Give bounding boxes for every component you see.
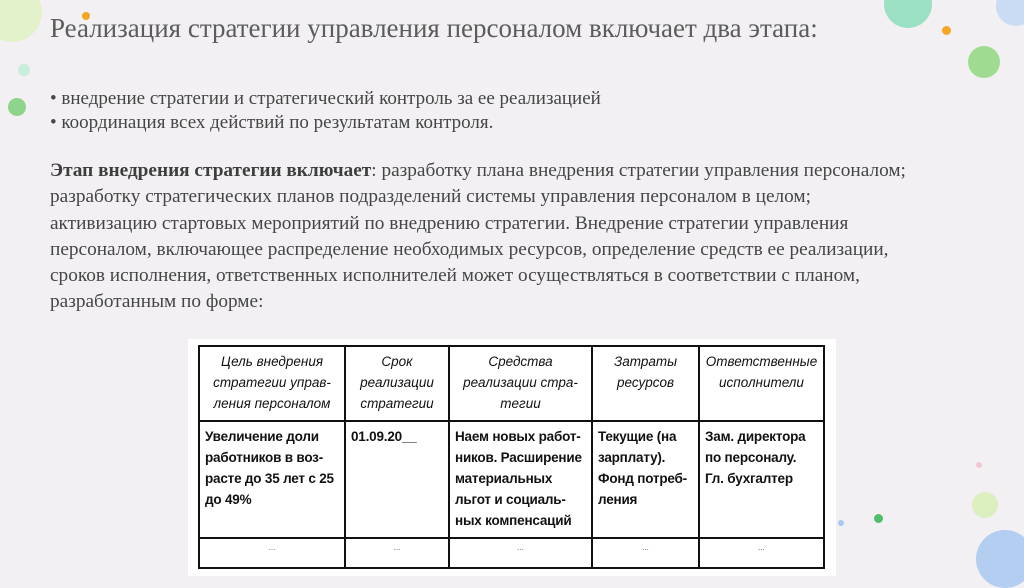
decor-dot-yellowgreen-topleft [0, 0, 42, 42]
decor-dot-green-left [8, 98, 26, 116]
plan-form-table [198, 345, 825, 569]
slide-title: Реализация стратегии управления персоналом включает два этапа: [50, 13, 818, 43]
table-cell: 01.09.20__ [345, 421, 449, 538]
decor-dot-blue-bottomright [976, 530, 1024, 588]
decor-dot-mint-topright [884, 0, 932, 28]
decor-dot-mint-left [18, 64, 30, 76]
header-cell-responsible: Ответственные исполнители [699, 346, 824, 421]
bullet-item: • внедрение стратегии и стратегический контроль за ее реализацией [50, 88, 601, 109]
header-cell-goal: Цель внедрения стратегии управ-ления персоналом [199, 346, 345, 421]
paragraph-text: : разработку плана внедрения стратегии управления персоналом; разработку стратегических планов подразделений системы управления персоналом в целом; активизацию стартовых мероприятий по внедрению стратегии. Внедрение стратегии управления персоналом, включающее распределение необходимых ресурсов, определение средств ее реализации, сроков исполнения, ответственных исполнителей может осуществляться в соответствии с планом, разработанным по форме: [50, 160, 906, 313]
body-paragraph [50, 158, 920, 316]
decor-dot-blue-small-bottomright [838, 520, 844, 526]
table-cell-empty: ... [345, 538, 449, 568]
decor-dot-yellowgreen-bottomright [972, 492, 998, 518]
decor-dot-orange-right [942, 26, 951, 35]
table-cell: Увеличение доли работников в воз-расте до 35 лет с 25 до 49% [199, 421, 345, 538]
header-cell-term: Срок реализации стратегии [345, 346, 449, 421]
table-cell: Зам. директора по персоналу. Гл. бухгалтер [699, 421, 824, 538]
header-cell-costs: Затраты ресурсов [592, 346, 699, 421]
paragraph-lead-bold: Этап внедрения стратегии включает [50, 160, 372, 181]
table-cell-empty: ... [699, 538, 824, 568]
plan-form-table-image [188, 339, 836, 576]
table-cell-empty: ... [449, 538, 592, 568]
table-cell: Текущие (на зарплату). Фонд потреб-ления [592, 421, 699, 538]
header-cell-means: Средства реализации стра-тегии [449, 346, 592, 421]
table-cell-empty: ... [199, 538, 345, 568]
decor-dot-green-right [968, 46, 1000, 78]
table-cell-empty: ... [592, 538, 699, 568]
decor-dot-pink-right [976, 462, 982, 468]
bullet-item: • координация всех действий по результатам контроля. [50, 112, 494, 133]
decor-dot-blue-topright [996, 0, 1024, 26]
decor-dot-green-bottomright [874, 514, 883, 523]
table-cell: Наем новых работ-ников. Расширение материальных льгот и социаль-ных компенсаций [449, 421, 592, 538]
